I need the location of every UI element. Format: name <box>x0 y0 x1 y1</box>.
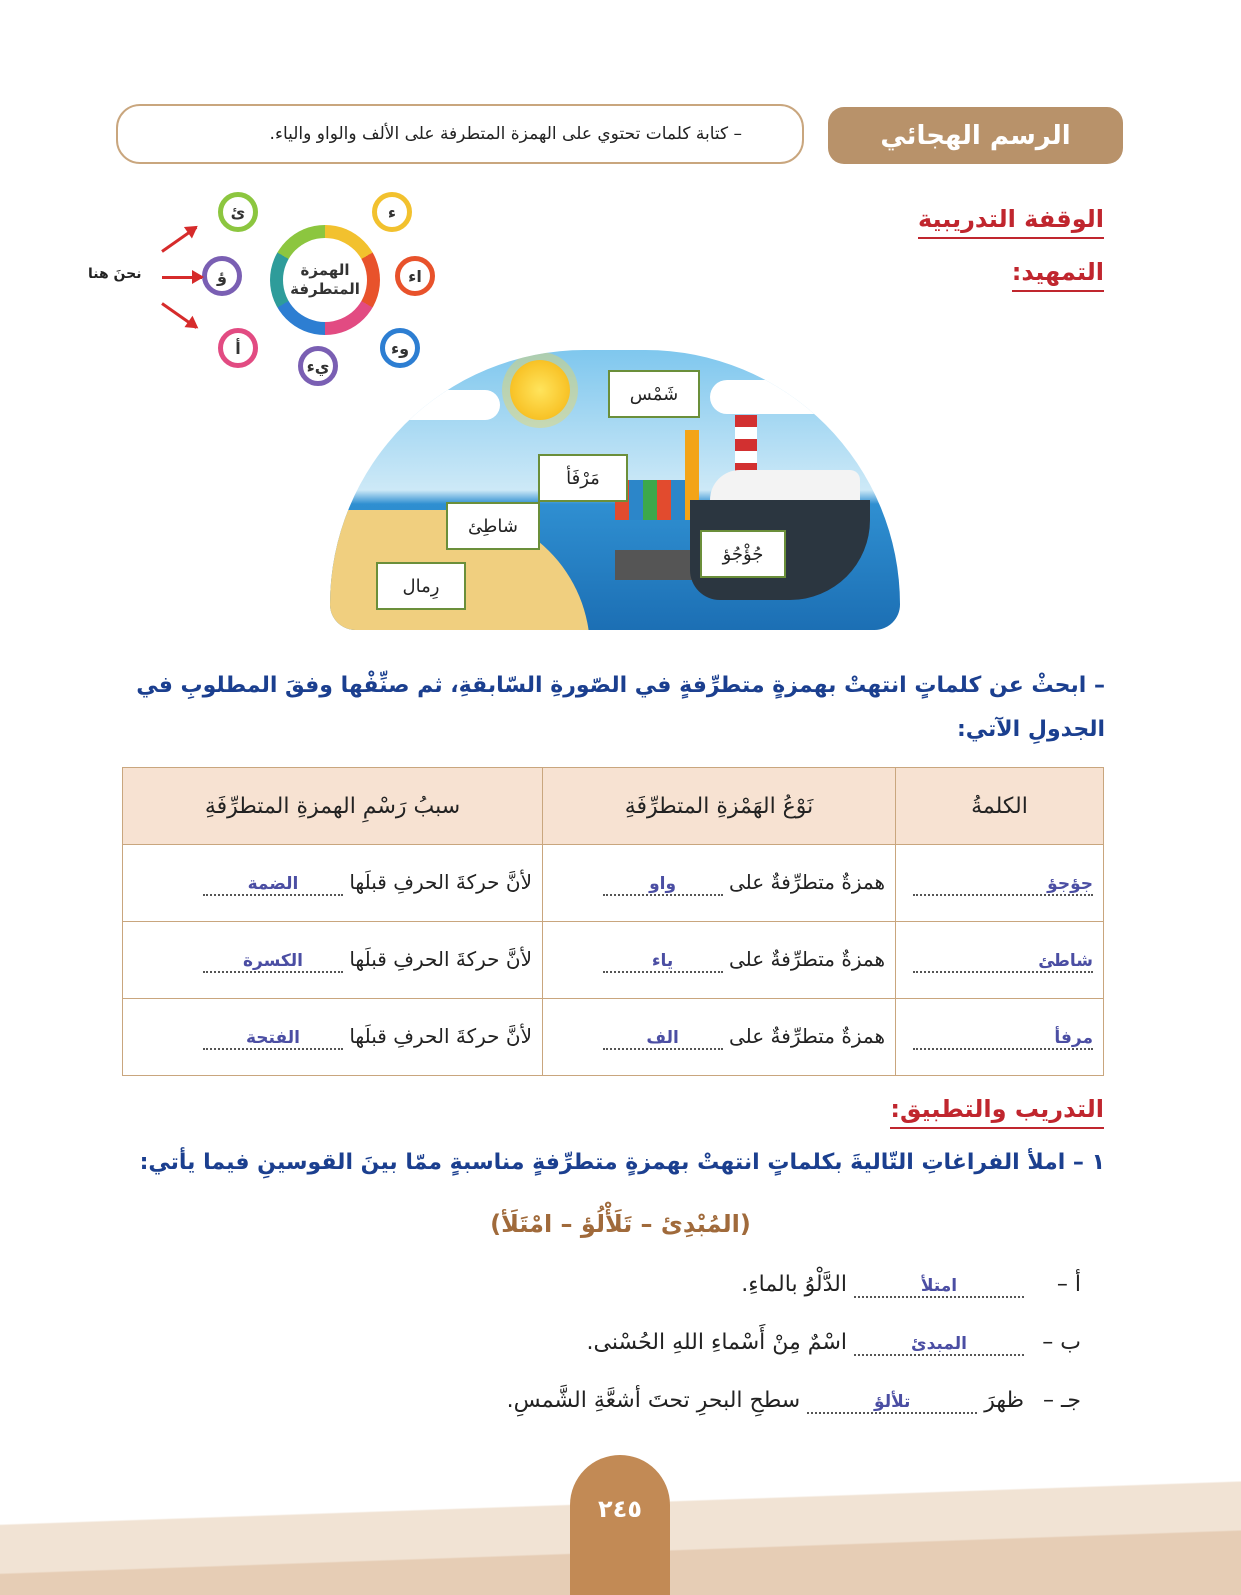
reason-prefix: لأنَّ حركةَ الحرفِ قبلَها <box>349 870 532 894</box>
table-row <box>123 999 1104 1076</box>
header-word: الكلمةُ <box>896 768 1104 845</box>
arrow-right-icon <box>162 276 202 279</box>
fill-line-c <box>507 1388 1081 1414</box>
practice-heading: التدريب والتطبيق: <box>890 1095 1104 1129</box>
label-harbor: مَرْفَأ <box>538 454 628 502</box>
answer-type[interactable]: ياء <box>603 951 723 973</box>
word-bank: (المُبْدِئ – تَلَأْلُؤ – امْتَلَأ) <box>490 1210 751 1238</box>
dock <box>615 550 695 580</box>
answer-word[interactable]: مرفأ <box>913 1028 1093 1050</box>
node-waw-hamza: وء <box>380 328 420 368</box>
node-hamza: ء <box>372 192 412 232</box>
header-reason: سببُ رَسْمِ الهمزةِ المتطرِّفَةِ <box>123 768 543 845</box>
label-sand: رِمال <box>376 562 466 610</box>
type-prefix: همزةٌ متطرِّفةٌ على <box>728 947 885 971</box>
section-title: الرسم الهجائي <box>828 107 1123 164</box>
node-alif-hamza: اء <box>395 256 435 296</box>
diagram-hub <box>270 225 380 335</box>
hub-label-2: المتطرفة <box>290 280 360 298</box>
classification-table <box>122 767 1104 1076</box>
item-label: أ – <box>1056 1272 1081 1297</box>
label-ship-bow: جُؤْجُؤ <box>700 530 786 578</box>
answer-reason[interactable]: الفتحة <box>203 1028 343 1050</box>
arrow-up-icon <box>161 226 197 253</box>
node-ya-hamza: يء <box>298 346 338 386</box>
item-text: سطحِ البحرِ تحتَ أشعَّةِ الشَّمسِ. <box>506 1388 801 1413</box>
node-hamza-ya: ئ <box>218 192 258 232</box>
item-text: الدَّلْوُ بالماءِ. <box>741 1272 847 1297</box>
reason-prefix: لأنَّ حركةَ الحرفِ قبلَها <box>349 947 532 971</box>
hub-label-1: الهمزة <box>300 261 350 280</box>
question-1: ١ – املأ الفراغاتِ التّاليةَ بكلماتٍ انتهتْ بهمزةٍ متطرِّفةٍ مناسبةٍ ممّا بينَ القوسينِ فيما يأتي: <box>139 1150 1105 1175</box>
fill-line-a <box>741 1272 1081 1298</box>
table-row <box>123 845 1104 922</box>
harbor-illustration <box>330 350 900 630</box>
node-hamza-alif: أ <box>218 328 258 368</box>
item-label: ب – <box>1042 1330 1081 1355</box>
answer-reason[interactable]: الكسرة <box>203 951 343 973</box>
arrow-down-icon <box>161 302 197 329</box>
answer-type[interactable]: الف <box>603 1028 723 1050</box>
label-shore: شاطِئ <box>446 502 540 550</box>
node-hamza-waw: ؤ <box>202 256 242 296</box>
fill-answer[interactable]: تلألؤ <box>807 1392 977 1414</box>
hamza-diagram <box>150 190 470 400</box>
fill-answer[interactable]: المبدئ <box>854 1334 1024 1356</box>
answer-reason[interactable]: الضمة <box>203 874 343 896</box>
answer-word[interactable]: جؤجؤ <box>913 874 1093 896</box>
answer-word[interactable]: شاطئ <box>913 951 1093 973</box>
item-label: جـ – <box>1042 1388 1081 1413</box>
type-prefix: همزةٌ متطرِّفةٌ على <box>728 1024 885 1048</box>
header-type: نَوْعُ الهَمْزةِ المتطرِّفَةِ <box>543 768 896 845</box>
intro-heading: التمهيد: <box>1012 258 1104 292</box>
table-row <box>123 922 1104 999</box>
objective-box <box>116 104 804 164</box>
answer-type[interactable]: واو <box>603 874 723 896</box>
type-prefix: همزةٌ متطرِّفةٌ على <box>728 870 885 894</box>
fill-line-b <box>586 1330 1081 1356</box>
instruction-text: – ابحثْ عن كلماتٍ انتهتْ بهمزةٍ متطرِّفةٍ في الصّورةِ السّابقةِ، ثم صنِّفْها وفقَ المطلوبِ في الجدولِ الآتي: <box>136 673 1105 742</box>
sun-icon <box>510 360 570 420</box>
training-stop-heading: الوقفة التدريبية <box>918 205 1104 239</box>
objective-text: – كتابة كلمات تحتوي على الهمزة المتطرفة على الألف والواو والياء. <box>269 124 742 144</box>
reason-prefix: لأنَّ حركةَ الحرفِ قبلَها <box>349 1024 532 1048</box>
item-text: اسْمٌ مِنْ أَسْماءِ اللهِ الحُسْنى. <box>586 1330 847 1355</box>
label-sun: شَمْس <box>608 370 700 418</box>
fill-answer[interactable]: امتلأ <box>854 1276 1024 1298</box>
page-number: ٢٤٥ <box>570 1455 670 1595</box>
item-before: ظهرَ <box>984 1388 1024 1413</box>
here-label: نحنَ هنا <box>88 266 142 282</box>
